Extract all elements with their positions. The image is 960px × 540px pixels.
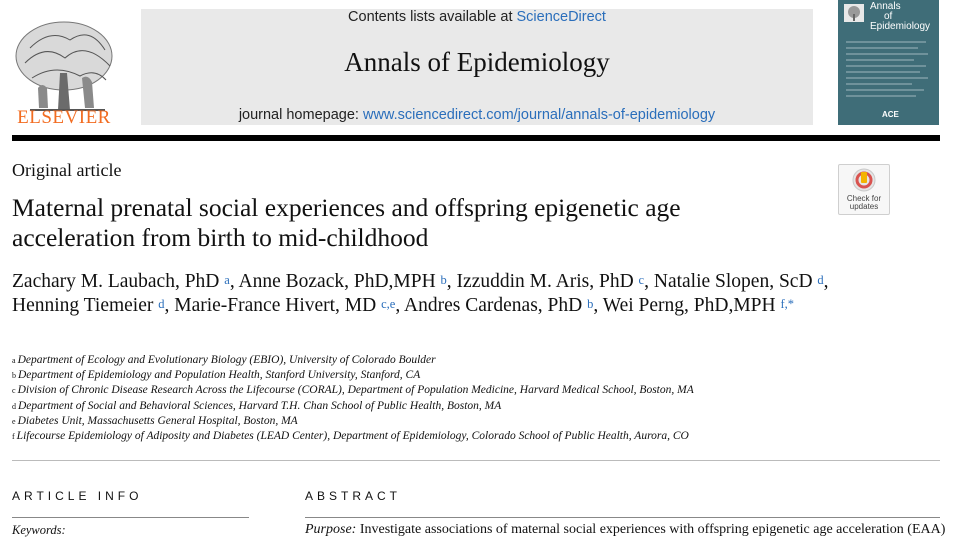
author-separator: , <box>593 295 603 316</box>
abstract-rule <box>305 517 940 518</box>
cover-contents-lines-icon <box>846 40 932 102</box>
abstract-purpose <box>305 522 945 538</box>
author-affiliation-marker[interactable]: a <box>224 273 230 287</box>
journal-banner <box>141 9 813 125</box>
check-updates-icon <box>852 168 876 194</box>
abstract-heading: ABSTRACT <box>305 489 402 503</box>
homepage-line <box>141 107 813 123</box>
affiliation-item <box>12 399 912 414</box>
elsevier-mini-logo-icon <box>844 4 864 22</box>
cover-title <box>870 2 930 32</box>
author-separator: , <box>164 295 175 316</box>
title-line-1: Maternal prenatal social experiences and offspring epigenetic age <box>12 193 681 222</box>
author-name[interactable]: Wei Perng, PhD,MPH <box>602 295 776 316</box>
contents-line <box>141 9 813 25</box>
header-divider <box>12 135 940 141</box>
journal-homepage-link[interactable]: www.sciencedirect.com/journal/annals-of-epidemiology <box>362 107 716 123</box>
affiliation-text: Diabetes Unit, Massachusetts General Hospital, Boston, MA <box>17 414 298 427</box>
affiliation-marker: d <box>12 401 16 411</box>
affiliation-marker: b <box>12 371 16 381</box>
article-info-rule <box>12 517 249 518</box>
author-list <box>12 270 832 318</box>
author-affiliation-marker[interactable]: d <box>817 273 824 287</box>
affiliation-text: Department of Ecology and Evolutionary Biology (EBIO), University of Colorado Boulder <box>17 354 436 366</box>
author-affiliation-marker[interactable]: b <box>440 273 447 287</box>
author-separator: , <box>229 271 239 292</box>
cover-title-line2: of <box>884 11 893 22</box>
author-separator: , <box>395 295 405 316</box>
author-affiliation-marker[interactable]: c <box>638 273 645 287</box>
journal-cover[interactable] <box>838 0 939 125</box>
affiliation-text: Department of Social and Behavioral Sciences, Harvard T.H. Chan School of Public Health, Boston, MA <box>18 399 502 412</box>
author-affiliation-marker[interactable]: d <box>158 297 165 311</box>
publisher-wordmark: ELSEVIER <box>17 107 111 128</box>
affiliation-text: Division of Chronic Disease Research Across the Lifecourse (CORAL), Department of Population Medicine, Harvard Medical School, Boston, MA <box>17 384 694 397</box>
affiliation-text: Lifecourse Epidemiology of Adiposity and Diabetes (LEAD Center), Department of Epidemiology, Colorado School of Public Health, Aurora, CO <box>16 430 689 443</box>
article-info-heading: ARTICLE INFO <box>12 489 143 503</box>
affiliation-item <box>12 429 912 444</box>
affiliation-marker: a <box>12 356 16 365</box>
journal-title: Annals of Epidemiology <box>344 47 610 77</box>
cover-title-line3: Epidemiology <box>870 21 931 32</box>
article-type: Original article <box>12 160 122 180</box>
purpose-label: Purpose: <box>305 522 357 537</box>
purpose-text: Investigate associations of maternal social experiences with offspring epigenetic age acceleration (EAA) <box>356 522 946 537</box>
affiliation-list <box>12 353 912 444</box>
article-title <box>12 193 832 253</box>
author-name[interactable]: Izzuddin M. Aris, PhD <box>456 271 634 292</box>
affiliation-item <box>12 383 912 398</box>
author-name[interactable]: Marie-France Hivert, MD <box>174 295 377 316</box>
affiliation-item <box>12 414 912 429</box>
affiliation-marker: e <box>12 416 16 426</box>
author-separator: , <box>446 271 457 292</box>
title-line-2: acceleration from birth to mid-childhood <box>12 223 429 252</box>
keywords-label: Keywords: <box>12 523 66 537</box>
author-affiliation-marker[interactable]: b <box>587 297 594 311</box>
homepage-prefix: journal homepage: <box>238 107 363 123</box>
affiliation-item <box>12 368 912 383</box>
check-for-updates-button[interactable] <box>838 164 890 215</box>
author-name[interactable]: Andres Cardenas, PhD <box>404 295 583 316</box>
cover-badge: ACE <box>882 110 899 119</box>
affiliation-text: Department of Epidemiology and Population Health, Stanford University, Stanford, CA <box>18 369 421 382</box>
author-affiliation-marker[interactable]: f,* <box>780 297 795 311</box>
affiliation-marker: c <box>12 386 16 396</box>
author-name[interactable]: Anne Bozack, PhD,MPH <box>238 271 436 292</box>
sciencedirect-link[interactable]: ScienceDirect <box>516 9 606 25</box>
affiliation-marker: f <box>12 432 15 442</box>
author-separator: , <box>823 271 829 292</box>
author-name[interactable]: Henning Tiemeier <box>12 295 154 316</box>
cover-title-line1: Annals <box>870 1 901 12</box>
author-separator: , <box>644 271 654 292</box>
section-divider <box>12 460 940 461</box>
check-updates-label: Check for updates <box>846 194 882 211</box>
author-name[interactable]: Zachary M. Laubach, PhD <box>12 271 220 292</box>
affiliation-item <box>12 353 912 368</box>
author-name[interactable]: Natalie Slopen, ScD <box>653 271 813 292</box>
author-affiliation-marker[interactable]: c,e <box>381 297 396 311</box>
contents-prefix: Contents lists available at <box>348 9 517 25</box>
